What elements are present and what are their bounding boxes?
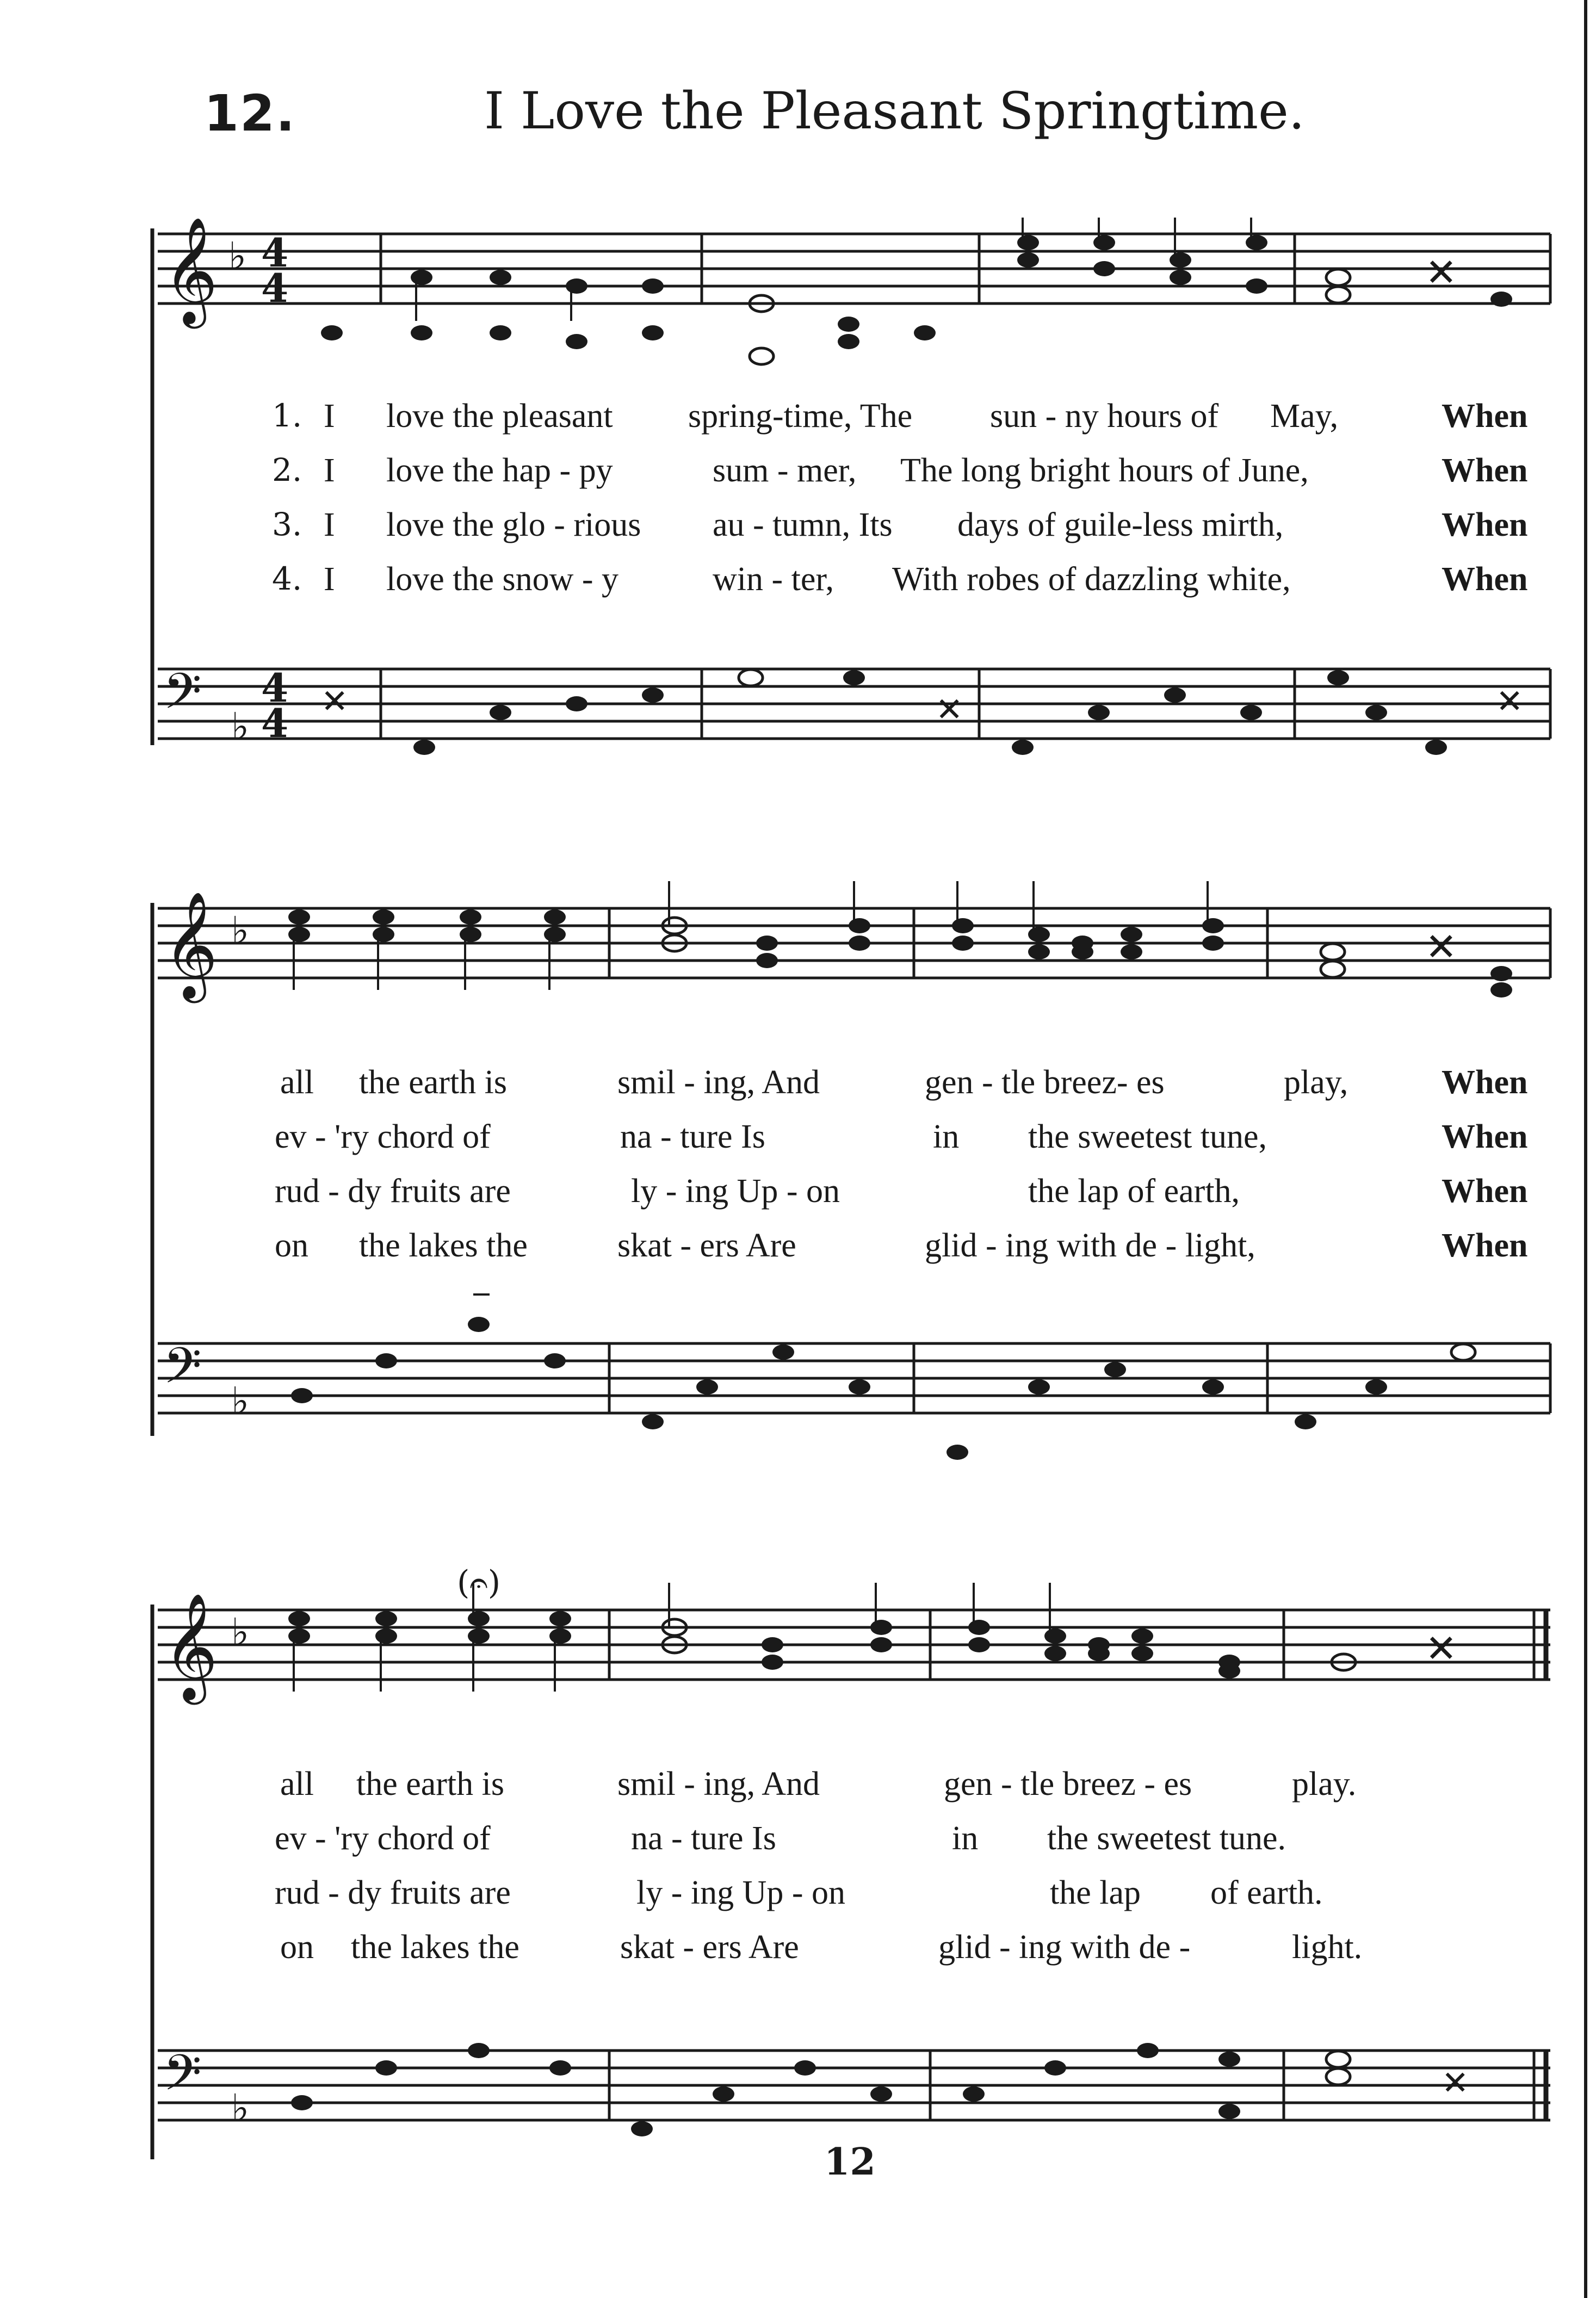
- system-3-treble-staff: [0, 1564, 1596, 1746]
- verse-1-line: all the earth is smil - ing, And gen - tle breez - es play.: [280, 1766, 1357, 1803]
- treble-clef-icon: 𝄞: [163, 891, 218, 999]
- verse-3-line: 3. I love the glo - rious au - tumn, Its days of guile-less mirth, When: [272, 506, 1528, 543]
- verse-3-line: rud - dy fruits are ly - ing Up - on the lap of earth.: [275, 1874, 1323, 1911]
- flat-icon: ♭: [231, 1379, 250, 1423]
- hymn-title: I Love the Pleasant Springtime.: [484, 82, 1305, 141]
- system-2-treble-staff: [0, 892, 1596, 1044]
- verse-1-line: all the earth is smil - ing, And gen - tle breez- es play, When: [280, 1064, 1528, 1101]
- system-1-bass-staff: [0, 653, 1596, 789]
- treble-clef-icon: 𝄞: [163, 1593, 218, 1700]
- system-3-bass-notes: [291, 2043, 1350, 2136]
- system-2-notes: [288, 909, 1512, 998]
- hymn-number: 12.: [204, 84, 296, 143]
- rest-icon: ✕: [1425, 925, 1457, 969]
- verse-2-line: 2. I love the hap - py sum - mer, The long bright hours of June, When: [272, 451, 1528, 489]
- bass-time-bottom: 4: [261, 700, 289, 746]
- verse-4-line: 4. I love the snow - y win - ter, With robes of dazzling white, When: [272, 560, 1528, 598]
- flat-icon: ♭: [231, 704, 250, 749]
- system-3-bass-staff: [0, 2034, 1596, 2143]
- bass-clef-icon: 𝄢: [163, 662, 202, 732]
- rest-icon: ✕: [936, 691, 963, 729]
- flat-icon: ♭: [231, 1610, 250, 1655]
- system-1-treble-staff: [0, 218, 1596, 370]
- verse-1-line: 1. I love the pleasant spring-time, The sun - ny hours of May, When: [272, 397, 1528, 435]
- system-1-bass-notes: [413, 670, 1447, 755]
- bass-clef-icon: 𝄢: [163, 2044, 202, 2114]
- verse-3-line: rud - dy fruits are ly - ing Up - on the lap of earth, When: [275, 1173, 1528, 1210]
- system-2-bass-notes: [291, 1317, 1475, 1460]
- system-1-notes: [321, 235, 1512, 364]
- page-number: 12: [824, 2140, 876, 2184]
- flat-icon: ♭: [228, 234, 247, 278]
- flat-icon: ♭: [231, 908, 250, 953]
- rest-icon: ✕: [1425, 1626, 1457, 1671]
- system-2-bass-staff: [0, 1327, 1596, 1479]
- verse-2-line: ev - 'ry chord of na - ture Is in the sweetest tune, When: [275, 1118, 1528, 1155]
- fermata-icon: (𝄐): [457, 1564, 501, 1602]
- flat-icon: ♭: [231, 2086, 250, 2130]
- verse-2-line: ev - 'ry chord of na - ture Is in the sweetest tune.: [275, 1820, 1286, 1857]
- verse-4-line: on the lakes the skat - ers Are glid - ing with de - light.: [280, 1929, 1363, 1966]
- rest-icon: ✕: [321, 683, 349, 721]
- bass-clef-icon: 𝄢: [163, 1337, 202, 1407]
- bass-time-top: 4: [261, 665, 289, 711]
- rest-icon: ✕: [1425, 250, 1457, 295]
- time-sig-bottom: 4: [261, 265, 289, 311]
- rest-icon: ✕: [1496, 683, 1524, 721]
- verse-4-line: on the lakes the skat - ers Are glid - ing with de - light, When: [275, 1227, 1528, 1264]
- treble-clef-icon: 𝄞: [163, 216, 218, 324]
- time-sig-top: 4: [261, 230, 289, 276]
- rest-icon: ✕: [1442, 2064, 1469, 2102]
